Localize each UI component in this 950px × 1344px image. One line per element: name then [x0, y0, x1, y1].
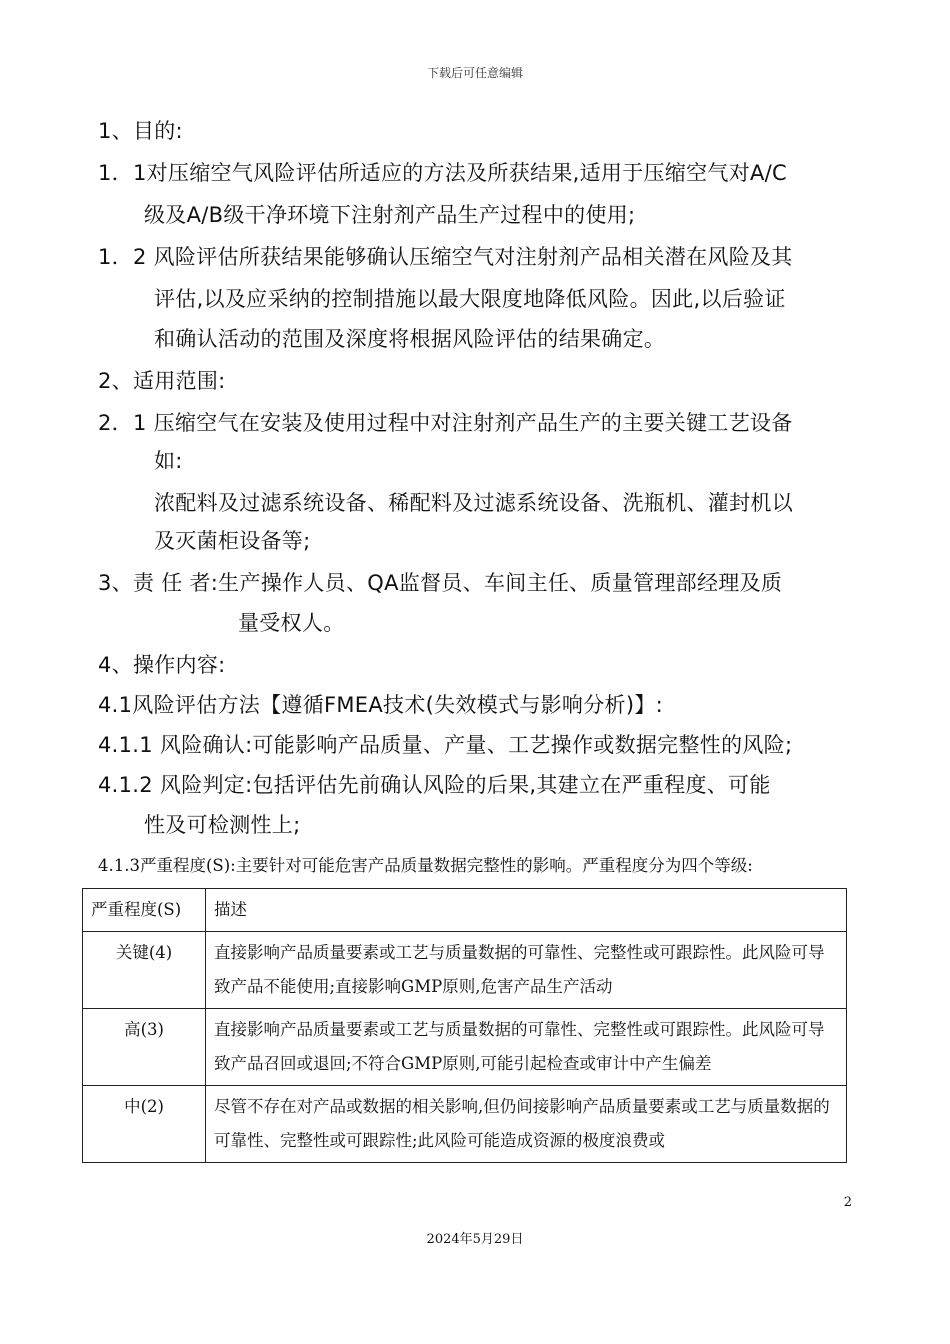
severity-level-cell: 高(3): [83, 1009, 206, 1086]
section-4-heading: 4、操作内容:: [98, 653, 226, 677]
section-2-heading: 2、适用范围:: [98, 369, 226, 393]
paragraph-1-1-cont: 级及A/B级干净环境下注射剂产品生产过程中的使用;: [144, 203, 636, 227]
equipment-list-2: 及灭菌柜设备等;: [154, 529, 311, 553]
footer-date: 2024年5月29日: [426, 1232, 524, 1247]
table-header-row: [83, 889, 847, 932]
severity-desc-cell: 直接影响产品质量要素或工艺与质量数据的可靠性、完整性或可跟踪性。此风险可导致产品不能使用;直接影响GMP原则,危害产品生产活动: [206, 932, 847, 1009]
severity-desc-cell: 直接影响产品质量要素或工艺与质量数据的可靠性、完整性或可跟踪性。此风险可导致产品召回或退回;不符合GMP原则,可能引起检查或审计中产生偏差: [206, 1009, 847, 1086]
page-number: 2: [843, 1195, 852, 1210]
paragraph-2-1-cont: 如:: [154, 449, 183, 473]
equipment-list-1: 浓配料及过滤系统设备、稀配料及过滤系统设备、洗瓶机、灌封机以: [154, 491, 793, 515]
paragraph-4-1-2-cont: 性及可检测性上;: [144, 813, 301, 837]
table-row: [83, 1009, 847, 1086]
paragraph-4-1-3: 4.1.3严重程度(S):主要针对可能危害产品质量数据完整性的影响。严重程度分为四个等级:: [98, 856, 753, 875]
paragraph-1-2-cont-1: 评估,以及应采纳的控制措施以最大限度地降低风险。因此,以后验证: [154, 287, 786, 311]
paragraph-2-1: 2．1 压缩空气在安装及使用过程中对注射剂产品生产的主要关键工艺设备: [98, 411, 793, 435]
table-header-cell: 描述: [206, 889, 847, 932]
paragraph-1-2: 1．2 风险评估所获结果能够确认压缩空气对注射剂产品相关潜在风险及其: [98, 245, 793, 269]
paragraph-1-1: 1．1对压缩空气风险评估所适应的方法及所获结果,适用于压缩空气对A/C: [98, 161, 787, 185]
table-header-cell: 严重程度(S): [83, 889, 206, 932]
severity-level-cell: 中(2): [83, 1086, 206, 1163]
severity-desc-cell: 尽管不存在对产品或数据的相关影响,但仍间接影响产品质量要素或工艺与质量数据的可靠性、完整性或可跟踪性;此风险可能造成资源的极度浪费或: [206, 1086, 847, 1163]
paragraph-1-2-cont-2: 和确认活动的范围及深度将根据风险评估的结果确定。: [154, 327, 666, 351]
paragraph-4-1-1: 4.1.1 风险确认:可能影响产品质量、产量、工艺操作或数据完整性的风险;: [98, 733, 793, 757]
page-header: 下载后可任意编辑: [426, 66, 523, 80]
section-1-heading: 1、目的:: [98, 119, 183, 143]
paragraph-4-1-2: 4.1.2 风险判定:包括评估先前确认风险的后果,其建立在严重程度、可能: [98, 773, 771, 797]
severity-table: [82, 888, 847, 1163]
table-row: [83, 932, 847, 1009]
paragraph-4-1: 4.1风险评估方法【遵循FMEA技术(失效模式与影响分析)】:: [98, 693, 663, 717]
table-row: [83, 1086, 847, 1163]
section-3-cont: 量受权人。: [238, 611, 345, 635]
section-3-responsible: 3、责 任 者:生产操作人员、QA监督员、车间主任、质量管理部经理及质: [98, 571, 783, 595]
severity-level-cell: 关键(4): [83, 932, 206, 1009]
